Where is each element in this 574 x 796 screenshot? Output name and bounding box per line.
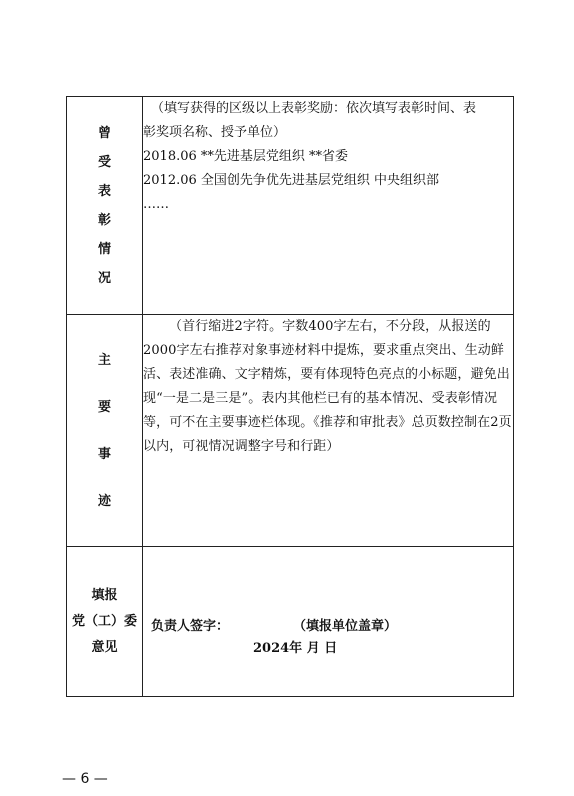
honors-label <box>98 119 111 293</box>
honors-label-char: 曾 <box>97 125 111 141</box>
deeds-label <box>98 337 111 525</box>
opinion-row <box>67 547 514 697</box>
opinion-label <box>67 583 142 661</box>
deeds-label-cell <box>67 315 143 547</box>
seal-label: （填报单位盖章） <box>293 619 398 634</box>
honors-ellipsis: …… <box>143 197 169 212</box>
opinion-label-cell <box>67 547 143 697</box>
signature-label: 负责人签字： <box>151 619 230 634</box>
honors-label-cell <box>67 97 143 315</box>
deeds-label-char: 主 <box>97 352 111 368</box>
deeds-label-char: 迹 <box>97 493 111 509</box>
opinion-date: 2024年 月 日 <box>253 641 338 656</box>
opinion-content <box>143 547 514 697</box>
page-number: — 6 — <box>62 771 108 787</box>
honors-label-char: 彰 <box>97 212 111 228</box>
deeds-text: （首行缩进2字符。字数400字左右，不分段，从报送的2000字左右推荐对象事迹材料中提炼，要求重点突出、生动鲜活、表述准确、文字精炼，要有体现特色亮点的小标题，避免出现“一是二是三是”。表内其他栏已有的基本情况、受表彰情况等，可不在主要事迹栏体现。《推荐和审批表》总页数控制在2页以内，可视情况调整字号和行距） <box>143 319 512 454</box>
opinion-label-line: 填报 <box>91 587 118 603</box>
honors-label-char: 表 <box>97 183 111 199</box>
honors-note-line2: 彰奖项名称、授予单位） <box>143 125 287 140</box>
deeds-label-char: 事 <box>97 446 111 462</box>
honors-content <box>143 97 514 315</box>
deeds-row <box>67 315 514 547</box>
honors-note-line1: （填写获得的区级以上表彰奖励：依次填写表彰时间、表 <box>151 101 477 116</box>
honors-label-char: 受 <box>97 154 111 170</box>
honors-label-char: 况 <box>97 270 111 286</box>
form-table <box>66 96 514 697</box>
honors-label-char: 情 <box>97 241 111 257</box>
honors-entry: 2018.06 **先进基层党组织 **省委 <box>143 149 349 164</box>
deeds-content <box>143 315 514 547</box>
opinion-label-line: 意见 <box>91 639 118 655</box>
honors-entry: 2012.06 全国创先争优先进基层党组织 中央组织部 <box>143 173 440 188</box>
deeds-label-char: 要 <box>97 399 111 415</box>
opinion-label-line: 党（工）委 <box>71 613 137 629</box>
honors-row <box>67 97 514 315</box>
